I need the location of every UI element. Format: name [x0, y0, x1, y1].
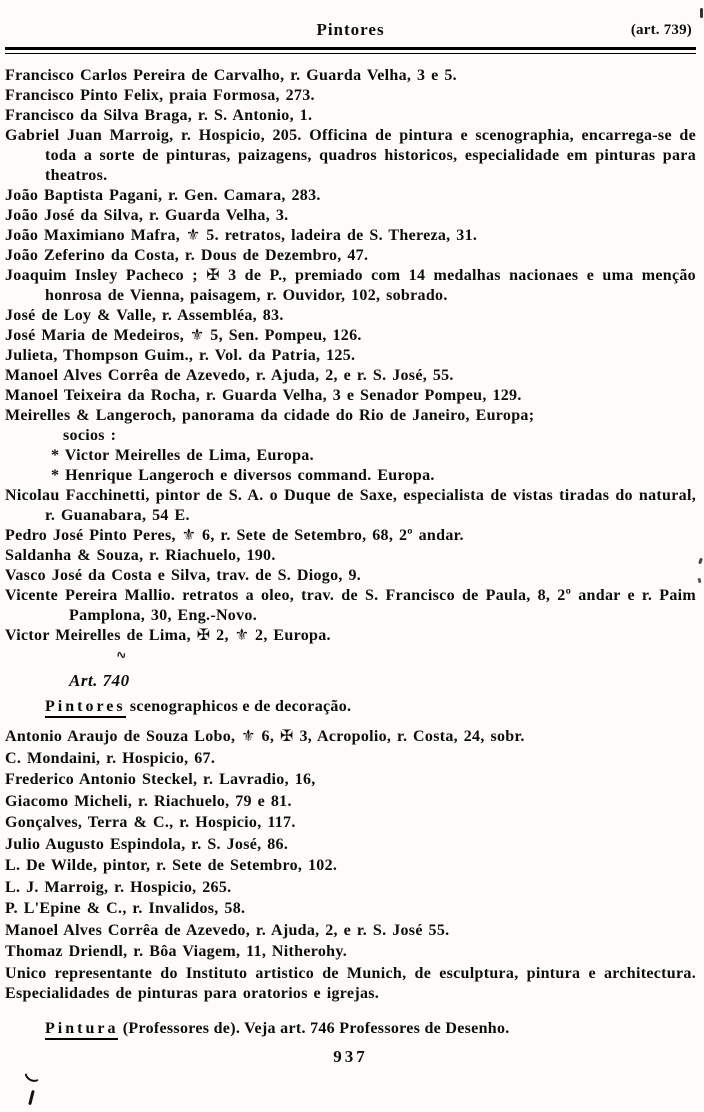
directory-entry: Vicente Pereira Mallio. retratos a oleo, trav. de S. Francisco de Paula, 8, 2º andar e r. Paim Pamplona, 30, Eng.-Novo.	[5, 587, 696, 624]
directory-entry: Giacomo Micheli, r. Riachuelo, 79 e 81.	[5, 792, 292, 810]
scan-artifact	[700, 8, 703, 18]
scenographic-painters-list	[5, 727, 696, 1004]
directory-entry: José Maria de Medeiros, ⚜ 5, Sen. Pompeu, 126.	[5, 327, 362, 344]
directory-entry: Julio Augusto Espindola, r. S. José, 86.	[5, 835, 289, 853]
directory-entry: Gabriel Juan Marroig, r. Hospicio, 205. Officina de pintura e scenographia, encarrega-se de toda a sorte de pinturas, paizagens, quadros historicos, especialidade em pinturas para theatros.	[5, 127, 696, 184]
ornament-mark: ∿	[114, 646, 129, 665]
directory-entry: Meirelles & Langeroch, panorama da cidade do Rio de Janeiro, Europa;	[5, 407, 535, 424]
directory-entry: Pedro José Pinto Peres, ⚜ 6, r. Sete de Setembro, 68, 2º andar.	[5, 527, 464, 544]
directory-entry: João Zeferino da Costa, r. Dous de Dezembro, 47.	[5, 247, 369, 264]
directory-entry: Nicolau Facchinetti, pintor de S. A. o Duque de Saxe, especialista de vistas tiradas do natural, r. Guanabara, 54 E.	[5, 487, 696, 524]
directory-entry: Francisco da Silva Braga, r. S. Antonio, 1.	[5, 107, 313, 124]
painters-list	[5, 66, 696, 646]
directory-entry: João Maximiano Mafra, ⚜ 5. retratos, ladeira de S. Thereza, 31.	[5, 227, 478, 244]
section-heading-rest: scenographicos e de decoração.	[125, 698, 352, 715]
directory-entry: * Henrique Langeroch e diversos command. Europa.	[51, 467, 435, 484]
scan-artifact	[25, 1071, 39, 1085]
section-heading	[45, 698, 696, 716]
directory-entry: Victor Meirelles de Lima, ✠ 2, ⚜ 2, Europa.	[5, 627, 331, 644]
article-heading: Art. 740	[69, 671, 130, 690]
directory-entry: Gonçalves, Terra & C., r. Hospicio, 117.	[5, 814, 296, 831]
directory-entry: Thomaz Driendl, r. Bôa Viagem, 11, Nitherohy.	[5, 943, 348, 960]
scan-artifact	[698, 578, 702, 584]
page-number: 937	[333, 1046, 368, 1066]
directory-entry: Unico representante do Instituto artistico de Munich, de esculptura, pintura e architectura. Especialidades de pinturas para oratorios e igrejas.	[5, 964, 696, 1002]
directory-entry: Frederico Antonio Steckel, r. Lavradio, 16,	[5, 771, 316, 788]
directory-entry: João Baptista Pagani, r. Gen. Camara, 283.	[5, 187, 321, 204]
directory-entry: socios :	[63, 427, 117, 444]
directory-entry: Manoel Alves Corrêa de Azevedo, r. Ajuda, 2, e r. S. José, 55.	[5, 367, 454, 384]
directory-entry: Francisco Carlos Pereira de Carvalho, r. Guarda Velha, 3 e 5.	[5, 67, 457, 84]
directory-entry: C. Mondaini, r. Hospicio, 67.	[5, 749, 216, 767]
header-rule	[5, 47, 696, 54]
scan-artifact	[698, 558, 703, 565]
directory-entry: Antonio Araujo de Souza Lobo, ⚜ 6, ✠ 3, Acropolio, r. Costa, 24, sobr.	[5, 728, 525, 745]
page-title: Pintores	[316, 20, 385, 39]
directory-entry: Vasco José da Costa e Silva, trav. de S. Diogo, 9.	[5, 567, 362, 584]
cross-reference-rest: (Professores de). Veja art. 746 Professores de Desenho.	[118, 1019, 510, 1037]
page-header	[5, 20, 696, 44]
scan-artifact	[28, 1090, 34, 1105]
directory-entry: João José da Silva, r. Guarda Velha, 3.	[5, 207, 289, 224]
directory-entry: L. De Wilde, pintor, r. Sete de Setembro, 102.	[5, 857, 338, 874]
directory-entry: Julieta, Thompson Guim., r. Vol. da Patria, 125.	[5, 347, 356, 364]
directory-entry: Francisco Pinto Felix, praia Formosa, 273.	[5, 87, 315, 104]
directory-entry: Saldanha & Souza, r. Riachuelo, 190.	[5, 547, 276, 564]
section-heading-word: Pintores	[45, 698, 126, 718]
directory-entry: José de Loy & Valle, r. Assembléa, 83.	[5, 307, 284, 324]
cross-reference-word: Pintura	[45, 1020, 118, 1040]
directory-entry: Manoel Teixeira da Rocha, r. Guarda Velha, 3 e Senador Pompeu, 129.	[5, 387, 522, 404]
directory-entry: Manoel Alves Corrêa de Azevedo, r. Ajuda, 2, e r. S. José 55.	[5, 921, 450, 939]
directory-entry: P. L'Epine & C., r. Invalidos, 58.	[5, 900, 246, 917]
directory-entry: Joaquim Insley Pacheco ; ✠ 3 de P., premiado com 14 medalhas nacionaes e uma menção honrosa de Vienna, paisagem, r. Ouvidor, 102, sobrado.	[5, 267, 696, 304]
cross-reference-line	[45, 1020, 696, 1038]
directory-entry: * Victor Meirelles de Lima, Europa.	[51, 447, 314, 464]
directory-entry: L. J. Marroig, r. Hospicio, 265.	[5, 878, 232, 896]
article-reference: (art. 739)	[630, 22, 692, 38]
